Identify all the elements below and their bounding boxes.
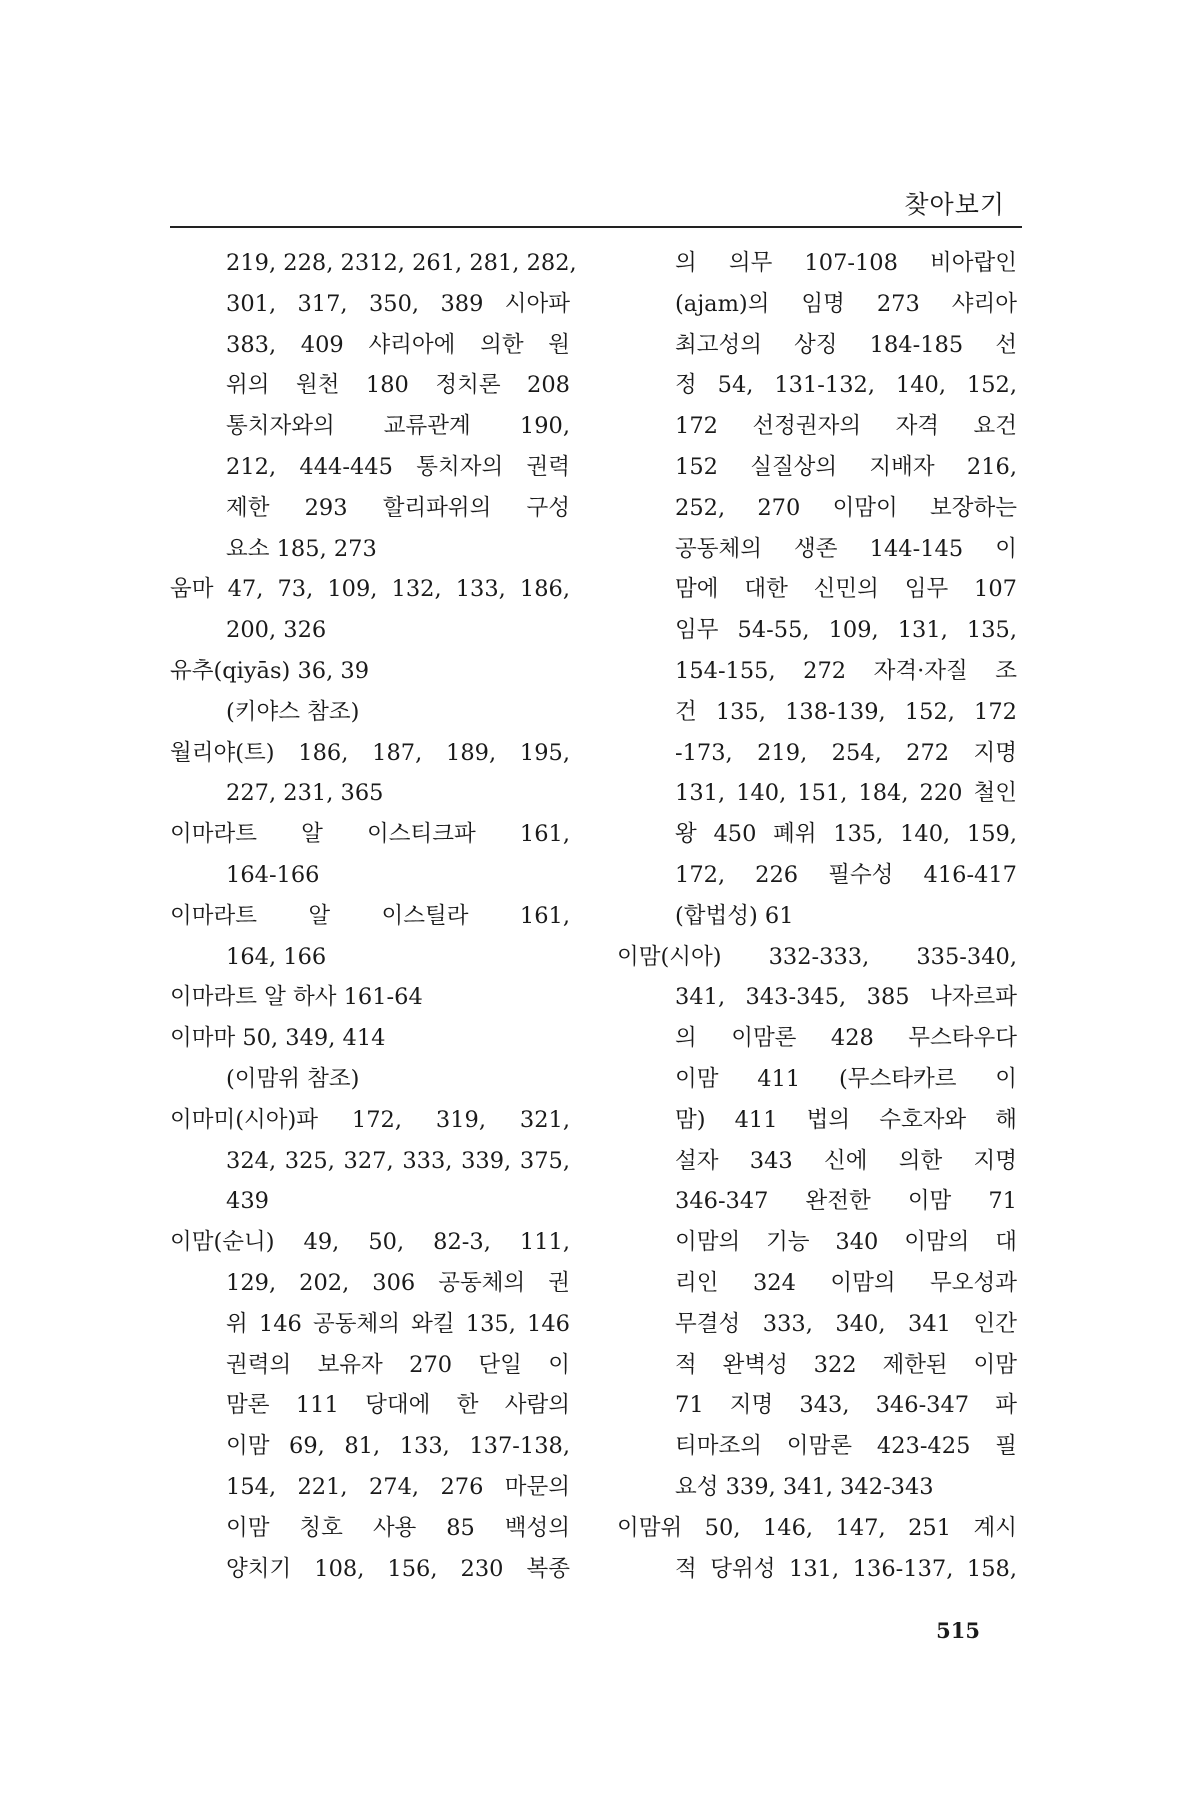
- index-line: 임무 54-55, 109, 131, 135,: [675, 617, 1017, 644]
- index-line: 유추(qiyās) 36, 39: [170, 657, 370, 684]
- index-line: 129, 202, 306 공동체의 권: [226, 1269, 570, 1296]
- index-line: 341, 343-345, 385 나자르파: [675, 984, 1017, 1011]
- index-line: 164-166: [226, 861, 320, 888]
- index-line: 제한 293 할리파위의 구성: [226, 494, 570, 521]
- index-line: 이마라트 알 이스틸라 161,: [170, 902, 570, 929]
- index-line: 131, 140, 151, 184, 220 철인: [675, 780, 1017, 807]
- index-line: 월리야(트) 186, 187, 189, 195,: [170, 739, 570, 766]
- index-line: (이맘위 참조): [226, 1065, 360, 1092]
- index-line: 설자 343 신에 의한 지명: [675, 1147, 1017, 1174]
- index-line: 212, 444-445 통치자의 권력: [226, 453, 570, 480]
- index-line: 위 146 공동체의 와킬 135, 146: [226, 1310, 570, 1337]
- index-line: 권력의 보유자 270 단일 이: [226, 1351, 570, 1378]
- index-line: 건 135, 138-139, 152, 172: [675, 698, 1017, 725]
- index-line: 301, 317, 350, 389 시아파: [226, 290, 570, 317]
- index-line: (ajam)의 임명 273 샤리아: [675, 290, 1017, 317]
- index-line: 219, 228, 2312, 261, 281, 282,: [226, 250, 577, 276]
- index-line: 통치자와의 교류관계 190,: [226, 413, 570, 440]
- index-line: 이맘위 50, 146, 147, 251 계시: [617, 1514, 1017, 1541]
- index-line: 리인 324 이맘의 무오성과: [675, 1269, 1017, 1296]
- index-line: 왕 450 폐위 135, 140, 159,: [675, 821, 1017, 848]
- index-line: 이맘의 기능 340 이맘의 대: [675, 1229, 1017, 1256]
- index-line: 맘에 대한 신민의 임무 107: [675, 576, 1017, 603]
- index-line: 의 의무 107-108 비아랍인: [675, 250, 1017, 276]
- index-line: 이마마 50, 349, 414: [170, 1025, 386, 1052]
- index-line: 200, 326: [226, 617, 327, 644]
- index-column-right: [617, 243, 1017, 1589]
- index-line: 맘) 411 법의 수호자와 해: [675, 1106, 1017, 1133]
- index-line: 이맘 411 (무스타카르 이: [675, 1065, 1017, 1092]
- index-line: 이마라트 알 이스티크파 161,: [170, 821, 570, 848]
- index-line: 요소 185, 273: [226, 535, 377, 562]
- index-line: 152 실질상의 지배자 216,: [675, 453, 1017, 480]
- index-line: 이마미(시아)파 172, 319, 321,: [170, 1106, 570, 1133]
- index-line: 티마조의 이맘론 423-425 필: [675, 1433, 1017, 1460]
- index-line: 적 당위성 131, 136-137, 158,: [675, 1555, 1017, 1582]
- index-line: 이맘(순니) 49, 50, 82-3, 111,: [170, 1229, 570, 1256]
- index-line: 346-347 완전한 이맘 71: [675, 1188, 1017, 1215]
- index-line: 위의 원천 180 정치론 208: [226, 372, 570, 399]
- index-line: (키야스 참조): [226, 698, 360, 725]
- index-column-left: [170, 243, 577, 1589]
- index-line: 164, 166: [226, 943, 327, 970]
- index-line: (합법성) 61: [675, 902, 794, 929]
- index-line: 움마 47, 73, 109, 132, 133, 186,: [170, 576, 570, 603]
- index-line: 252, 270 이맘이 보장하는: [675, 494, 1017, 521]
- index-line: 324, 325, 327, 333, 339, 375,: [226, 1147, 570, 1174]
- index-line: 이마라트 알 하사 161-64: [170, 984, 423, 1011]
- running-header-title: 찾아보기: [904, 190, 1005, 219]
- index-line: -173, 219, 254, 272 지명: [675, 739, 1017, 766]
- index-line: 무결성 333, 340, 341 인간: [675, 1310, 1017, 1337]
- index-line: 정 54, 131-132, 140, 152,: [675, 372, 1017, 399]
- index-line: 적 완벽성 322 제한된 이맘: [675, 1351, 1017, 1378]
- index-line: 의 이맘론 428 무스타우다: [675, 1025, 1017, 1052]
- index-line: 227, 231, 365: [226, 780, 384, 807]
- index-line: 154-155, 272 자격·자질 조: [675, 657, 1017, 684]
- index-line: 최고성의 상징 184-185 선: [675, 331, 1017, 358]
- index-line: 383, 409 샤리아에 의한 원: [226, 331, 570, 358]
- index-line: 이맘 69, 81, 133, 137-138,: [226, 1433, 570, 1460]
- index-line: 공동체의 생존 144-145 이: [675, 535, 1017, 562]
- index-line: 이맘 칭호 사용 85 백성의: [226, 1514, 570, 1541]
- index-line: 요성 339, 341, 342-343: [675, 1473, 934, 1500]
- index-line: 이맘(시아) 332-333, 335-340,: [617, 943, 1017, 970]
- page-number: 515: [936, 1618, 980, 1643]
- index-line: 71 지명 343, 346-347 파: [675, 1392, 1017, 1419]
- index-line: 172, 226 필수성 416-417: [675, 861, 1017, 888]
- index-line: 439: [226, 1188, 269, 1215]
- index-line: 154, 221, 274, 276 마문의: [226, 1473, 570, 1500]
- index-line: 172 선정권자의 자격 요건: [675, 413, 1017, 440]
- index-line: 맘론 111 당대에 한 사람의: [226, 1392, 570, 1419]
- header-rule: [170, 226, 1022, 228]
- index-line: 양치기 108, 156, 230 복종: [226, 1555, 570, 1582]
